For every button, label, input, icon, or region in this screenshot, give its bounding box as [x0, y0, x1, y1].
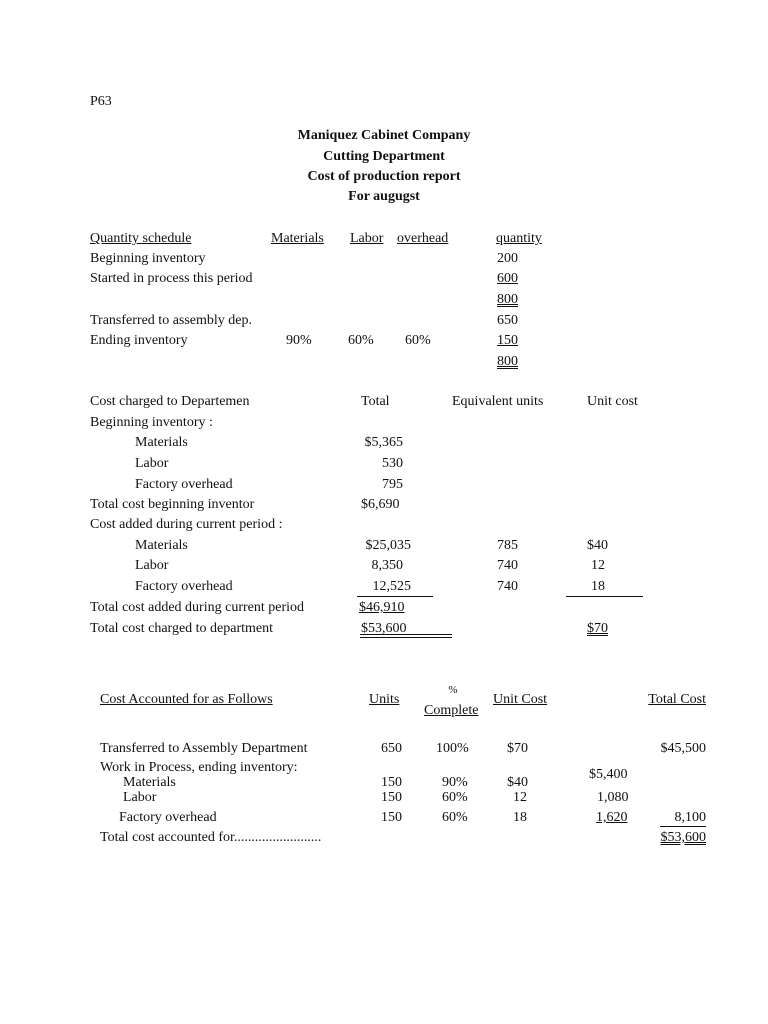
- percent-symbol-header: %: [448, 684, 458, 696]
- added-materials-eu: 785: [497, 538, 518, 553]
- unit-cost-header: Unit cost: [587, 394, 638, 409]
- total-accounted-label: Total cost accounted for.........................: [100, 830, 322, 845]
- wip-overhead-unit-cost: 18: [513, 810, 527, 825]
- added-overhead-total: 12,525: [372, 579, 411, 594]
- wip-overhead-label: Factory overhead: [119, 810, 217, 825]
- cost-accounted-header: Cost Accounted for as Follows: [100, 692, 273, 707]
- total-beginning-label: Total cost beginning inventor: [90, 497, 255, 512]
- report-title: Cost of production report: [307, 169, 461, 184]
- wip-labor-subtotal: 1,080: [597, 790, 629, 805]
- beginning-inventory-cost-label: Beginning inventory :: [90, 415, 213, 430]
- added-labor-label: Labor: [135, 558, 169, 573]
- total-accounted-amount: $53,600: [660, 830, 706, 845]
- unit-cost-column-rule: [566, 596, 643, 597]
- added-materials-label: Materials: [135, 538, 188, 553]
- wip-ending-label: Work in Process, ending inventory:: [100, 760, 298, 775]
- ending-inventory-label: Ending inventory: [90, 333, 188, 348]
- ending-inventory-quantity: 150: [497, 333, 518, 348]
- transferred-percent: 100%: [436, 741, 469, 756]
- added-overhead-eu: 740: [497, 579, 518, 594]
- total-added-amount: $46,910: [359, 600, 405, 615]
- percent-complete-header: Complete: [424, 703, 479, 718]
- total-beginning-amount: $6,690: [361, 497, 400, 512]
- wip-overhead-percent: 60%: [442, 810, 468, 825]
- transferred-total: $45,500: [660, 741, 706, 756]
- transferred-assembly-label: Transferred to Assembly Department: [100, 741, 308, 756]
- ending-materials-percent: 90%: [286, 333, 312, 348]
- wip-materials-label: Materials: [123, 775, 176, 790]
- total-unit-cost: $70: [587, 621, 608, 636]
- wip-overhead-subtotal: 1,620: [596, 810, 628, 825]
- wip-ending-total: 8,100: [674, 810, 706, 825]
- beginning-overhead-total: 795: [382, 477, 403, 492]
- added-materials-total: $25,035: [365, 538, 411, 553]
- quantity-total-accounted: 800: [497, 354, 518, 369]
- total-charged-double-rule: [360, 634, 452, 638]
- beginning-inventory-label: Beginning inventory: [90, 251, 206, 266]
- started-in-process-label: Started in process this period: [90, 271, 253, 286]
- added-materials-unit-cost: $40: [587, 538, 608, 553]
- units-header: Units: [369, 692, 400, 707]
- beginning-labor-total: 530: [382, 456, 403, 471]
- unit-cost-header-2: Unit Cost: [493, 692, 548, 707]
- materials-header: Materials: [271, 231, 324, 246]
- department-name: Cutting Department: [323, 149, 445, 164]
- wip-overhead-units: 150: [381, 810, 402, 825]
- wip-materials-units: 150: [381, 775, 402, 790]
- ending-overhead-percent: 60%: [405, 333, 431, 348]
- total-cost-header: Total Cost: [648, 692, 706, 707]
- wip-labor-unit-cost: 12: [513, 790, 527, 805]
- total-charged-label: Total cost charged to department: [90, 621, 274, 636]
- total-header: Total: [361, 394, 390, 409]
- overhead-header: overhead: [397, 231, 449, 246]
- beginning-inventory-quantity: 200: [497, 251, 518, 266]
- transferred-label: Transferred to assembly dep.: [90, 313, 253, 328]
- total-added-label: Total cost added during current period: [90, 600, 305, 615]
- wip-labor-label: Labor: [123, 790, 157, 805]
- ending-labor-percent: 60%: [348, 333, 374, 348]
- quantity-schedule-header: Quantity schedule: [90, 231, 192, 246]
- added-labor-total: 8,350: [371, 558, 403, 573]
- transferred-unit-cost: $70: [507, 741, 528, 756]
- cost-added-label: Cost added during current period :: [90, 517, 283, 532]
- wip-materials-percent: 90%: [442, 775, 468, 790]
- added-labor-unit-cost: 12: [591, 558, 605, 573]
- wip-labor-percent: 60%: [442, 790, 468, 805]
- page-reference: P63: [90, 94, 112, 109]
- beginning-materials-label: Materials: [135, 435, 188, 450]
- added-labor-eu: 740: [497, 558, 518, 573]
- wip-labor-units: 150: [381, 790, 402, 805]
- cost-charged-header: Cost charged to Departemen: [90, 394, 250, 409]
- total-charged-amount: $53,600: [361, 621, 407, 636]
- wip-materials-unit-cost: $40: [507, 775, 528, 790]
- company-name: Maniquez Cabinet Company: [297, 128, 471, 143]
- beginning-labor-label: Labor: [135, 456, 169, 471]
- equivalent-units-header: Equivalent units: [452, 394, 544, 409]
- wip-total-rule: [660, 826, 706, 827]
- labor-header: Labor: [350, 231, 384, 246]
- report-period: For augugst: [348, 189, 420, 204]
- added-overhead-label: Factory overhead: [135, 579, 233, 594]
- transferred-units: 650: [381, 741, 402, 756]
- quantity-total-to-account: 800: [497, 292, 518, 307]
- quantity-header: quantity: [496, 231, 542, 246]
- started-in-process-quantity: 600: [497, 271, 518, 286]
- beginning-overhead-label: Factory overhead: [135, 477, 233, 492]
- total-column-rule: [357, 596, 433, 597]
- added-overhead-unit-cost: 18: [591, 579, 605, 594]
- beginning-materials-total: $5,365: [364, 435, 403, 450]
- wip-materials-subtotal: $5,400: [589, 767, 628, 782]
- transferred-quantity: 650: [497, 313, 518, 328]
